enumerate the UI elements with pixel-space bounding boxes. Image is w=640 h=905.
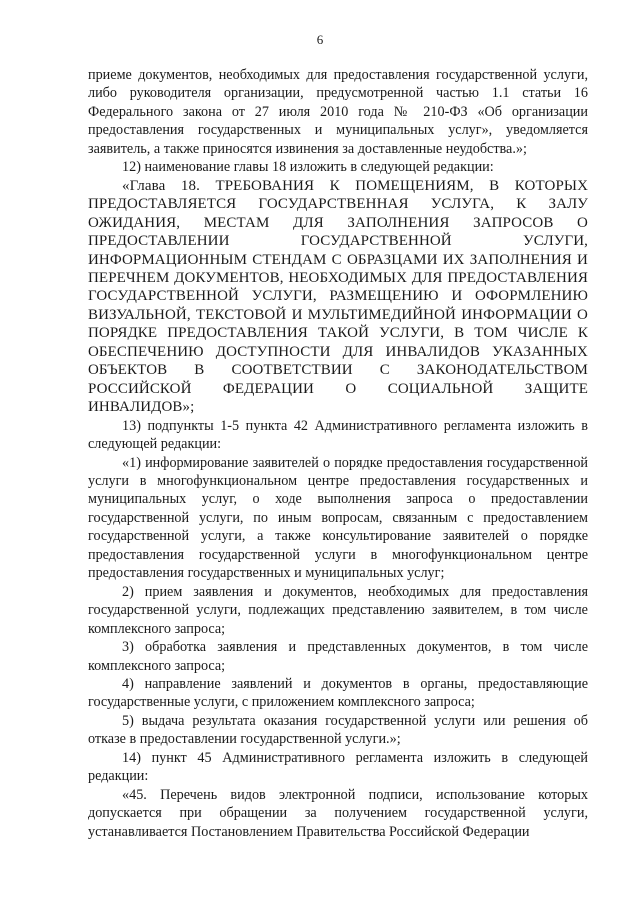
- subitem-3: 3) обработка заявления и представленных документов, в том числе комплексного запроса;: [88, 639, 588, 674]
- document-body: [88, 66, 588, 841]
- subitem-4: 4) направление заявлений и документов в органы, предоставляющие государственные услуги, с приложением комплексного запроса;: [88, 675, 588, 711]
- paragraph-item-13: 13) подпункты 1-5 пункта 42 Административного регламента изложить в следующей редакции:: [88, 417, 588, 453]
- paragraph-continuation: приеме документов, необходимых для предоставления государственной услуги, либо руководителя организации, предусмотренной частью 1.1 статьи 16 Федерального закона от 27 июля 2010 года № 210-ФЗ «Об организации предоставления государственных и муниципальных услуг», уведомляется заявитель, а также приносятся извинения за доставленные неудобства.»;: [88, 67, 588, 157]
- subitem-2: 2) прием заявления и документов, необходимых для предоставления государственной услуги, подлежащих представлению заявителем, в том числе комплексного запроса;: [88, 583, 588, 637]
- page-number: 6: [316, 32, 324, 47]
- paragraph-item-12: 12) наименование главы 18 изложить в следующей редакции:: [122, 159, 494, 176]
- subitem-1: «1) информирование заявителей о порядке предоставления государственной услуги в многофункциональном центре предоставления государственных и муниципальных услуг, о ходе выполнения запроса о предоставлении государственной услуги, по иным вопросам, связанным с предоставлением государственной услуги, а также консультирование заявителей о порядке предоставления государственной услуги в многофункциональном центре предоставления государственных и муниципальных услуг;: [88, 454, 588, 582]
- paragraph-45: «45. Перечень видов электронной подписи, использование которых допускается при обращении за получением государственной услуги, устанавливается Постановлением Правительства Российской Федерации: [88, 786, 588, 840]
- paragraph-item-14: 14) пункт 45 Административного регламента изложить в следующей редакции:: [88, 749, 588, 785]
- chapter-18-heading: «Глава 18. ТРЕБОВАНИЯ К ПОМЕЩЕНИЯМ, В КОТОРЫХ ПРЕДОСТАВЛЯЕТСЯ ГОСУДАРСТВЕННАЯ УСЛУГА, К ЗАЛУ ОЖИДАНИЯ, МЕСТАМ ДЛЯ ЗАПОЛНЕНИЯ ЗАПРОСОВ О ПРЕДОСТАВЛЕНИИ ГОСУДАРСТВЕННОЙ УСЛУГИ, ИНФОРМАЦИОННЫМ СТЕНДАМ С ОБРАЗЦАМИ ИХ ЗАПОЛНЕНИЯ И ПЕРЕЧНЕМ ДОКУМЕНТОВ, НЕОБХОДИМЫХ ДЛЯ ПРЕДОСТАВЛЕНИЯ ГОСУДАРСТВЕННОЙ УСЛУГИ, РАЗМЕЩЕНИЮ И ОФОРМЛЕНИЮ ВИЗУАЛЬНОЙ, ТЕКСТОВОЙ И МУЛЬТИМЕДИЙНОЙ ИНФОРМАЦИИ О ПОРЯДКЕ ПРЕДОСТАВЛЕНИЯ ТАКОЙ УСЛУГИ, В ТОМ ЧИСЛЕ К ОБЕСПЕЧЕНИЮ ДОСТУПНОСТИ ДЛЯ ИНВАЛИДОВ УКАЗАННЫХ ОБЪЕКТОВ В СООТВЕТСТВИИ С ЗАКОНОДАТЕЛЬСТВОМ РОССИЙСКОЙ ФЕДЕРАЦИИ О СОЦИАЛЬНОЙ ЗАЩИТЕ ИНВАЛИДОВ»;: [88, 177, 588, 416]
- subitem-5: 5) выдача результата оказания государственной услуги или решения об отказе в предоставлении государственной услуги.»;: [88, 712, 588, 748]
